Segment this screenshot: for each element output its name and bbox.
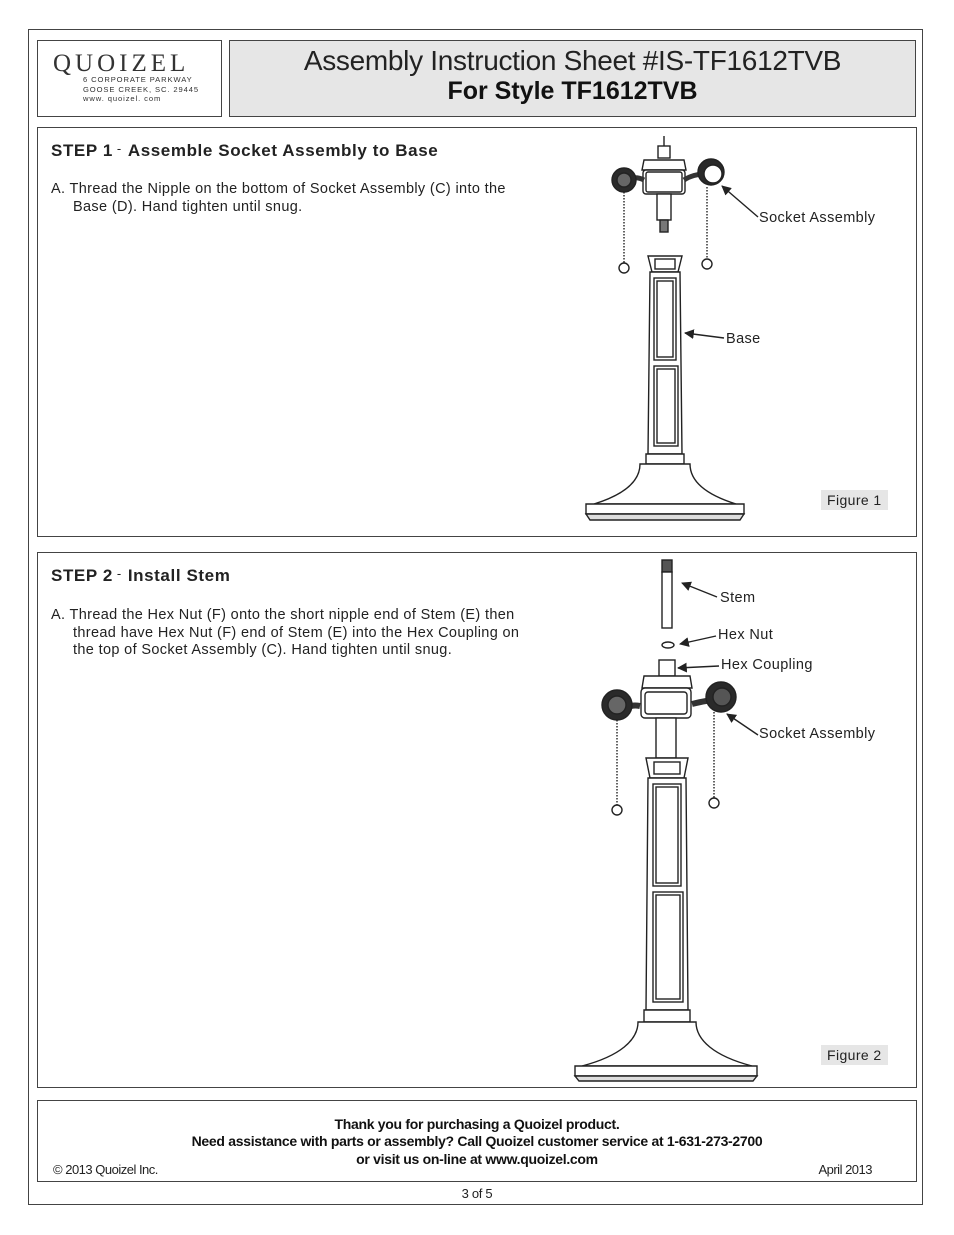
socket-assembly-drawing bbox=[612, 136, 724, 273]
stem-drawing bbox=[662, 560, 672, 628]
figure-1-illustration bbox=[586, 136, 758, 520]
copyright-icon: © bbox=[53, 1162, 63, 1177]
step-2-separator: - bbox=[116, 566, 122, 581]
figure-1-label: Figure 1 bbox=[821, 490, 888, 510]
callout-socket-assembly-2: Socket Assembly bbox=[759, 726, 876, 742]
callout-base: Base bbox=[726, 331, 761, 347]
hex-nut-drawing bbox=[662, 642, 674, 648]
logo-wordmark: QUOIZEL bbox=[53, 50, 190, 77]
step-1-separator: - bbox=[116, 141, 122, 156]
document-title: Assembly Instruction Sheet #IS-TF1612TVB bbox=[303, 45, 842, 76]
callout-hex-coupling: Hex Coupling bbox=[721, 657, 813, 673]
revision-date: April 2013 bbox=[818, 1162, 872, 1177]
base-drawing bbox=[586, 256, 744, 520]
callout-socket-assembly: Socket Assembly bbox=[759, 210, 876, 226]
customer-service-footer bbox=[37, 1100, 917, 1182]
step-2-title: Install Stem bbox=[127, 566, 231, 585]
base-2-drawing bbox=[575, 758, 757, 1081]
step-2-label: STEP 2 bbox=[51, 566, 113, 585]
thank-you-line: Thank you for purchasing a Quoizel product. bbox=[334, 1116, 620, 1132]
website-line: or visit us on-line at www.quoizel.com bbox=[356, 1151, 598, 1167]
callout-stem: Stem bbox=[720, 590, 756, 606]
assistance-line: Need assistance with parts or assembly? Call Quoizel customer service at 1-631-273-2700 bbox=[191, 1133, 763, 1149]
address-line-2: GOOSE CREEK, SC. 29445 bbox=[83, 84, 200, 94]
company-website: www. quoizel. com bbox=[83, 94, 162, 103]
copyright bbox=[53, 1162, 158, 1177]
style-subtitle: For Style TF1612TVB bbox=[447, 77, 698, 105]
step-1-instruction-text: A. Thread the Nipple on the bottom of Socket Assembly (C) into the Base (D). Hand tighten until snug. bbox=[51, 181, 506, 215]
callout-hex-nut: Hex Nut bbox=[718, 627, 774, 643]
address-line-1: 6 CORPORATE PARKWAY bbox=[83, 75, 193, 84]
step-2-instruction-text: A. Thread the Hex Nut (F) onto the short nipple end of Stem (E) then thread have Hex Nut (F) end of Stem (E) into the Hex Coupling on the top of Socket Assembly (C). Hand tighten until snug. bbox=[51, 607, 520, 658]
figure-2-illustration bbox=[575, 560, 758, 1081]
step-1-label: STEP 1 bbox=[51, 141, 113, 160]
copyright-text: 2013 Quoizel Inc. bbox=[65, 1162, 158, 1177]
step-1-title: Assemble Socket Assembly to Base bbox=[127, 141, 439, 160]
figure-2-label: Figure 2 bbox=[821, 1045, 888, 1065]
page-number: 3 of 5 bbox=[461, 1186, 493, 1201]
